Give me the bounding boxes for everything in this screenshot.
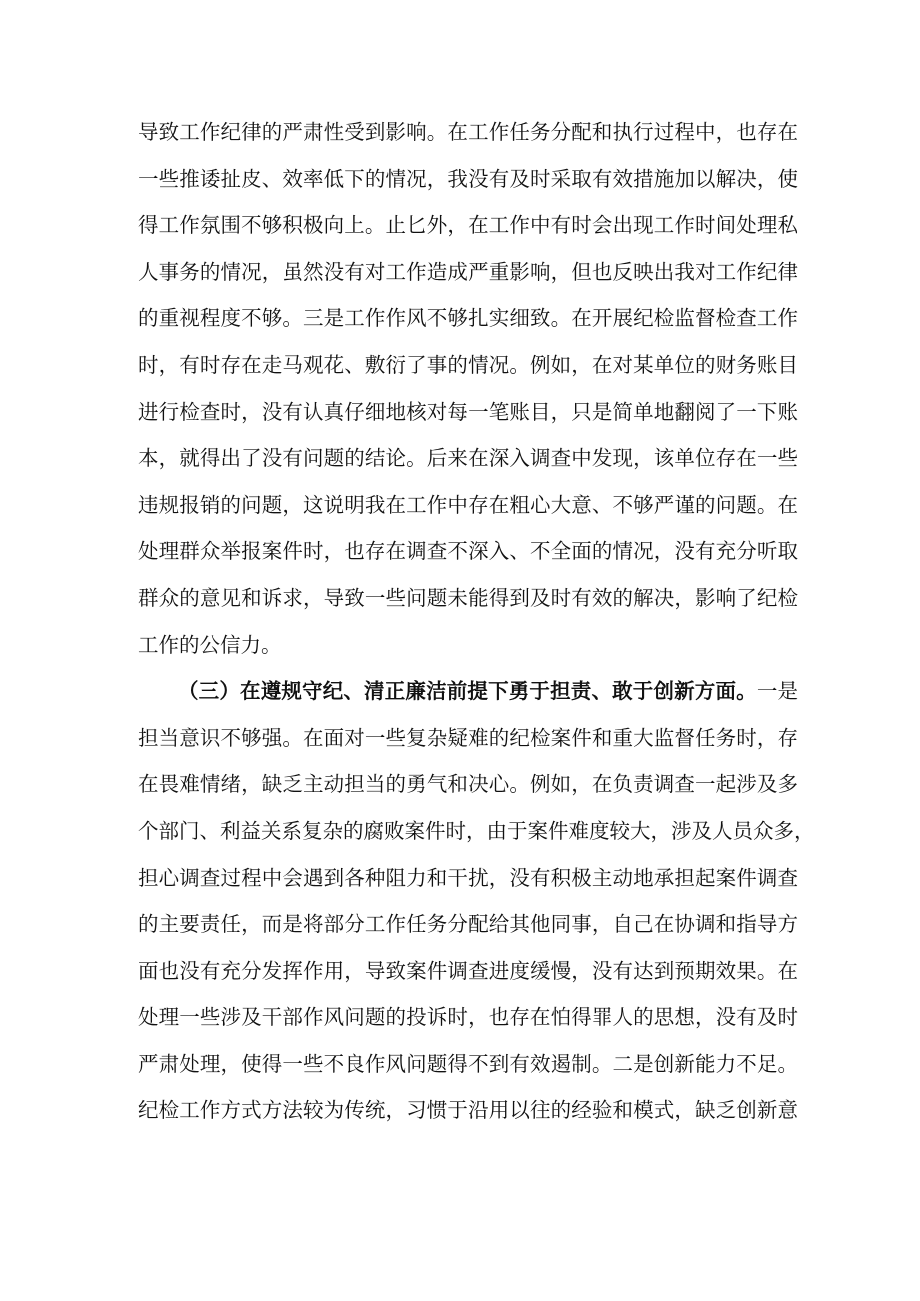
text-line: 担当意识不够强。在面对一些复杂疑难的纪检案件和重大监督任务时，存 (138, 725, 798, 750)
text-line: 一些推诿扯皮、效率低下的情况，我没有及时采取有效措施加以解决，使 (138, 166, 798, 191)
text-line: 违规报销的问题，这说明我在工作中存在粗心大意、不够严谨的问题。在 (138, 492, 798, 517)
text-line: 处理群众举报案件时，也存在调查不深入、不全面的情况，没有充分听取 (138, 539, 798, 564)
text-line: 担心调查过程中会遇到各种阻力和干扰，没有积极主动地承担起案件调查 (138, 865, 798, 890)
text-line: 严肃处理，使得一些不良作风问题得不到有效遏制。二是创新能力不足。 (138, 1051, 798, 1076)
section-heading-line (138, 668, 798, 715)
text-line: 进行检查时，没有认真仔细地核对每一笔账目，只是简单地翻阅了一下账 (138, 399, 798, 424)
text-line: 工作的公信力。 (138, 632, 282, 657)
text-line: 本，就得出了没有问题的结论。后来在深入调查中发现，该单位存在一些 (138, 446, 798, 471)
section-heading-continuation: 一是 (756, 679, 799, 704)
text-line: 导致工作纪律的严肃性受到影响。在工作任务分配和执行过程中，也存在 (138, 120, 798, 144)
text-line: 处理一些涉及干部作风问题的投诉时，也存在怕得罪人的思想，没有及时 (138, 1005, 798, 1030)
text-line: 纪检工作方式方法较为传统，习惯于沿用以往的经验和模式，缺乏创新意 (138, 1098, 798, 1123)
text-line: 在畏难情绪，缺乏主动担当的勇气和决心。例如，在负责调查一起涉及多 (138, 772, 798, 797)
document-body (138, 109, 815, 1134)
text-line: 面也没有充分发挥作用，导致案件调查进度缓慢，没有达到预期效果。在 (138, 958, 798, 983)
text-line: 的重视程度不够。三是工作作风不够扎实细致。在开展纪检监督检查工作 (138, 306, 798, 331)
text-line: 个部门、利益关系复杂的腐败案件时，由于案件难度较大，涉及人员众多， (138, 818, 815, 843)
text-line: 人事务的情况，虽然没有对工作造成严重影响，但也反映出我对工作纪律 (138, 259, 798, 284)
text-line: 得工作氛围不够积极向上。止匕外，在工作中有时会出现工作时间处理私 (138, 213, 798, 238)
section-heading: （三）在遵规守纪、清正廉洁前提下勇于担责、敢于创新方面。 (178, 679, 757, 704)
text-line: 时，有时存在走马观花、敷衍了事的情况。例如，在对某单位的财务账目 (138, 352, 798, 377)
text-line: 群众的意见和诉求，导致一些问题未能得到及时有效的解决，影响了纪检 (138, 585, 798, 610)
text-line: 的主要责任，而是将部分工作任务分配给其他同事，自己在协调和指导方 (138, 912, 798, 937)
